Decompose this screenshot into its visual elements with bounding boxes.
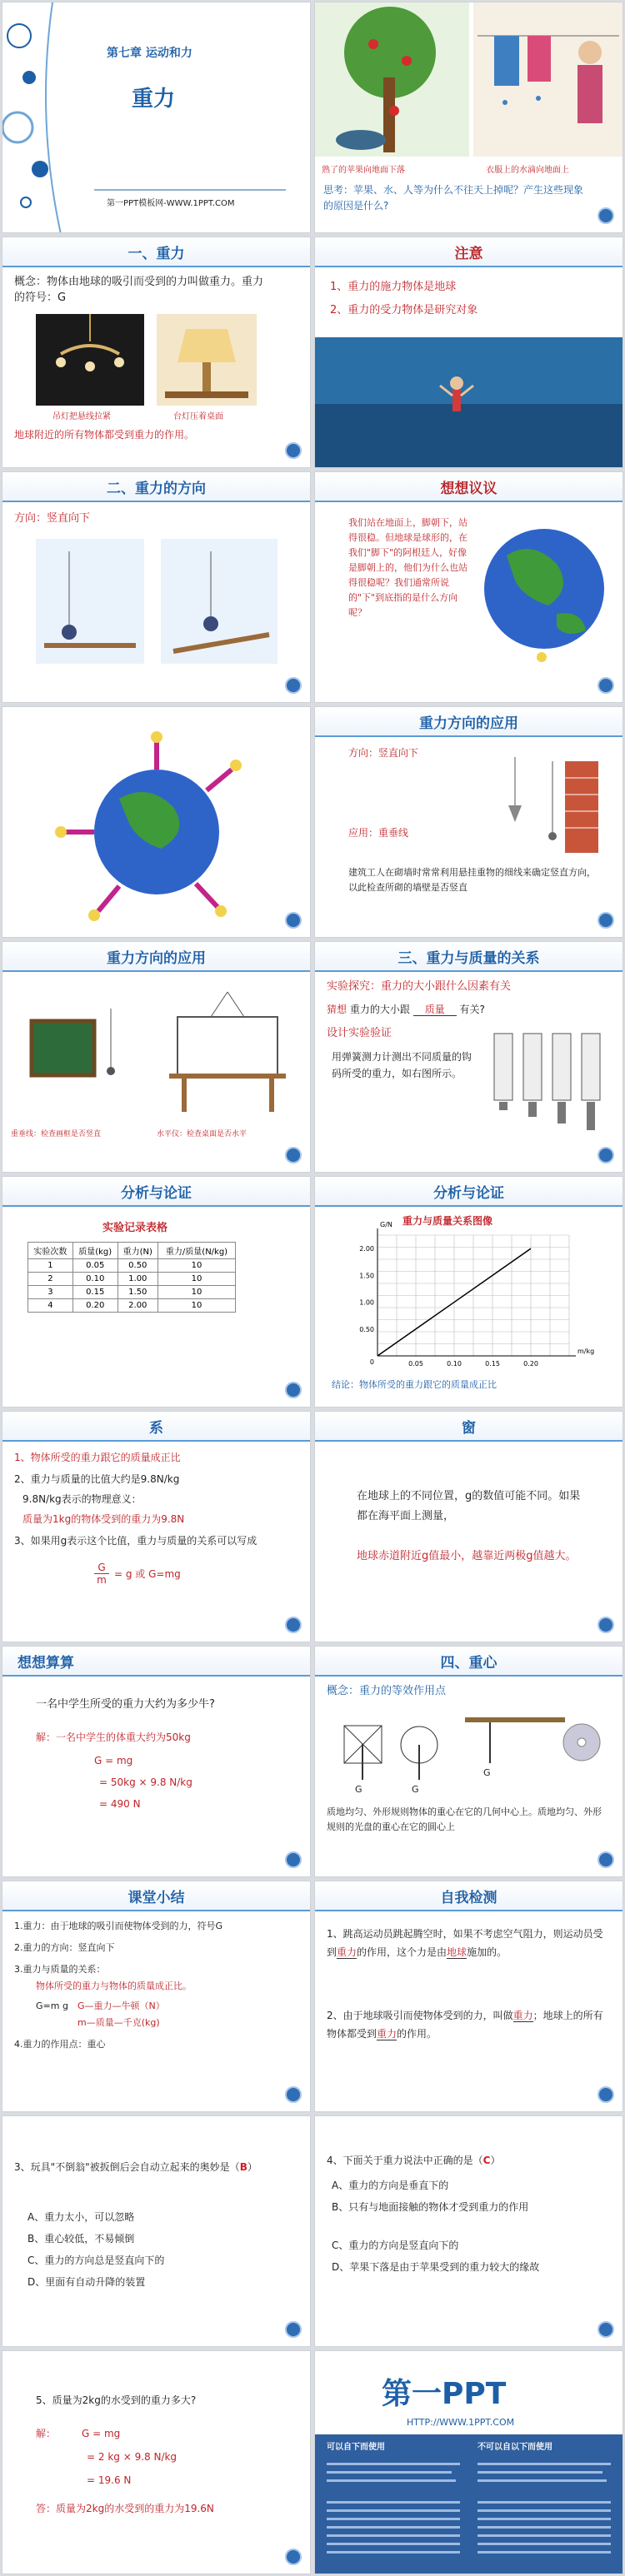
slide-earth-people bbox=[2, 706, 311, 938]
q2-text: 2、由于地球吸引而使物体受到的力，叫做 bbox=[327, 2010, 513, 2021]
apple-caption: 熟了的苹果向地面下落 bbox=[322, 166, 405, 175]
experiment-label: 实验探究： bbox=[327, 980, 382, 993]
y-tick-label: 1.00 bbox=[359, 1298, 374, 1307]
summary-unit-g: G—重力—牛顿（N） bbox=[78, 2001, 165, 2011]
summary-3: 3.重力与质量的关系： bbox=[14, 1964, 106, 1975]
check-question-2 bbox=[327, 2006, 610, 2043]
direction-text: 方向：竖直向下 bbox=[348, 747, 419, 759]
slide-self-check bbox=[314, 1881, 623, 2112]
calc-answer-1: 解：一名中学生的体重大约为50kg bbox=[36, 1731, 191, 1743]
table-cell: 0.10 bbox=[72, 1273, 118, 1286]
design-heading: 设计实验验证 bbox=[327, 1027, 392, 1039]
slide-dot bbox=[285, 912, 302, 929]
table-cell: 0.05 bbox=[72, 1259, 118, 1273]
calc-question: 一名中学生所受的重力大约为多少牛? bbox=[36, 1698, 215, 1711]
cog-label: G bbox=[483, 1767, 491, 1778]
application-text: 应用：重垂线 bbox=[348, 827, 409, 839]
conclusion-text: 结论：物体所受的重力跟它的质量成正比 bbox=[332, 1379, 497, 1390]
relation-3: 3、如果用g表示这个比值，重力与质量的关系可以写成 bbox=[14, 1535, 258, 1547]
y-tick-label: 0.50 bbox=[359, 1325, 374, 1333]
forbidden-title: 不可以自以下而使用 bbox=[478, 2443, 552, 2452]
table-row bbox=[28, 1286, 236, 1299]
q4-option-b: B、只有与地面接触的物体才受到重力的作用 bbox=[332, 2201, 529, 2213]
slide-dot bbox=[598, 1617, 614, 1633]
relation-meaning-value: 质量为1kg的物体受到的重力为9.8N bbox=[22, 1513, 185, 1525]
slide-brand bbox=[314, 2350, 623, 2574]
slide-dot bbox=[598, 912, 614, 929]
slide-dot bbox=[598, 207, 614, 224]
spring-scales-icon bbox=[315, 942, 623, 1173]
formula-fraction bbox=[94, 1562, 109, 1586]
construction-body: 建筑工人在砌墙时常常利用悬挂重物的细线来确定竖直方向，以此检查所砌的墙壁是否竖直 bbox=[348, 867, 596, 893]
summary-formula: G=m g bbox=[36, 2001, 68, 2011]
q2-text: 的作用。 bbox=[397, 2028, 438, 2040]
slide-window bbox=[314, 1411, 623, 1642]
q1-answer: 地球 bbox=[447, 1946, 468, 1958]
table-title: 实验记录表格 bbox=[102, 1222, 168, 1234]
q1-text: 1、跳高运动员跳起腾空时，如果不考虑空气阻力，则运动员受到 bbox=[327, 1928, 603, 1958]
table-cell: 10 bbox=[158, 1286, 236, 1299]
slide-dot bbox=[598, 677, 614, 694]
allowed-title: 可以自下而使用 bbox=[327, 2443, 385, 2452]
slide-header: 注意 bbox=[315, 237, 622, 267]
relation-1: 1、物体所受的重力跟它的质量成正比 bbox=[14, 1452, 181, 1463]
q5-answer-3: = 19.6 N bbox=[87, 2474, 132, 2486]
slide-header: 二、重力的方向 bbox=[2, 472, 310, 502]
q3-option-d: D、里面有自动升降的装置 bbox=[28, 2276, 146, 2288]
table-cell: 1 bbox=[28, 1259, 73, 1273]
slide-header: 三、重力与质量的关系 bbox=[315, 942, 622, 972]
summary-2: 2.重力的方向： bbox=[14, 1942, 78, 1953]
q3-answer: B bbox=[239, 2161, 248, 2173]
cog-label: G bbox=[412, 1784, 419, 1795]
slide-header: 系 bbox=[2, 1412, 310, 1442]
slide-relation bbox=[2, 1411, 311, 1642]
y-tick-label: 2.00 bbox=[359, 1245, 374, 1253]
q1-text: 的作用，这个力是由 bbox=[357, 1946, 448, 1958]
slide-dot bbox=[285, 1147, 302, 1163]
q5-question: 5、质量为2kg的水受到的重力多大? bbox=[36, 2394, 197, 2406]
summary-2-value: 竖直向下 bbox=[78, 1942, 115, 1953]
chapter-label: 第七章 运动和力 bbox=[107, 47, 192, 60]
q4-stem: 4、下面关于重力说法中正确的是（ bbox=[327, 2155, 483, 2166]
slide-dot bbox=[285, 677, 302, 694]
q1-answer: 重力 bbox=[337, 1946, 358, 1958]
q4-option-d: D、苹果下落是由于苹果受到的重力较大的缘故 bbox=[332, 2261, 540, 2273]
table-row bbox=[28, 1273, 236, 1286]
slide-header: 想想算算 bbox=[2, 1647, 310, 1677]
slide-header: 窗 bbox=[315, 1412, 622, 1442]
slide-header: 想想议议 bbox=[315, 472, 622, 502]
direction-text: 方向：竖直向下 bbox=[14, 512, 91, 525]
q4-stem-end: ） bbox=[490, 2155, 501, 2166]
q3-stem-end: ） bbox=[247, 2161, 258, 2173]
table-cell: 1.50 bbox=[118, 1286, 158, 1299]
note-2: 2、重力的受力物体是研究对象 bbox=[330, 304, 478, 316]
all-objects-note: 地球附近的所有物体都受到重力的作用。 bbox=[14, 429, 195, 441]
table-cell: 10 bbox=[158, 1299, 236, 1313]
slide-dot bbox=[598, 2086, 614, 2103]
note-1: 1、重力的施力物体是地球 bbox=[330, 281, 457, 293]
guess-label: 猜想 bbox=[327, 1004, 348, 1015]
slide-dot bbox=[285, 2549, 302, 2565]
table-row bbox=[28, 1299, 236, 1313]
fraction-denominator: m bbox=[94, 1573, 109, 1586]
table-header: 重力/质量(N/kg) bbox=[158, 1243, 236, 1259]
earth-globe-icon bbox=[315, 472, 623, 703]
slide-direction-app-2 bbox=[2, 941, 311, 1173]
summary-1: 1.重力：由于地球的吸引而使物体受到的力，符号G bbox=[14, 1921, 223, 1931]
brand-footer bbox=[315, 2434, 623, 2574]
relation-meaning: 9.8N/kg表示的物理意义： bbox=[22, 1493, 142, 1505]
summary-3-value: 物体所受的重力与物体的质量成正比。 bbox=[36, 1981, 192, 1991]
table-cell: 10 bbox=[158, 1259, 236, 1273]
slide-center-of-gravity bbox=[314, 1646, 623, 1877]
formula-rest: = g 或 G=mg bbox=[114, 1568, 181, 1580]
gravity-concept: 概念：物体由地球的吸引而受到的力叫做重力。重力的符号：G bbox=[14, 276, 264, 304]
center-of-gravity-shapes bbox=[315, 1647, 623, 1877]
slide-header: 分析与论证 bbox=[2, 1177, 310, 1207]
slide-analysis-table bbox=[2, 1176, 311, 1408]
slide-question-5 bbox=[2, 2350, 311, 2574]
slide-title-text: 重力 bbox=[132, 87, 176, 112]
q2-answer: 重力 bbox=[377, 2028, 398, 2040]
x-axis-label: m/kg bbox=[578, 1348, 595, 1355]
earth-people-icon bbox=[2, 707, 311, 938]
q4-option-a: A、重力的方向是垂直下的 bbox=[332, 2180, 449, 2191]
brand-logo: 第一PPT bbox=[382, 2377, 507, 2411]
slide-dot bbox=[598, 1851, 614, 1868]
window-body-1: 在地球上的不同位置，g的数值可能不同。如果都在海平面上测量， bbox=[357, 1490, 581, 1522]
slide-note bbox=[314, 237, 623, 468]
x-tick-label: 0.05 bbox=[408, 1360, 423, 1368]
q3-option-a: A、重力太小，可以忽略 bbox=[28, 2211, 135, 2223]
experiment-question: 重力的大小跟什么因素有关 bbox=[381, 980, 512, 993]
record-table bbox=[28, 1242, 236, 1313]
table-cell: 0.15 bbox=[72, 1286, 118, 1299]
table-cell: 4 bbox=[28, 1299, 73, 1313]
slide-direction-app bbox=[314, 706, 623, 938]
origin-label: 0 bbox=[369, 1358, 374, 1366]
slide-dot bbox=[285, 442, 302, 459]
footer-link-grid bbox=[315, 2434, 623, 2574]
brand-url[interactable]: HTTP://WWW.1PPT.COM bbox=[407, 2417, 515, 2428]
slide-title bbox=[2, 2, 311, 233]
slide-gravity-direction bbox=[2, 471, 311, 703]
slide-header: 分析与论证 bbox=[315, 1177, 622, 1207]
slide-gravity-mass bbox=[314, 941, 623, 1173]
calc-answer-4: = 490 N bbox=[99, 1798, 141, 1810]
table-cell: 3 bbox=[28, 1286, 73, 1299]
slide-question-4 bbox=[314, 2115, 623, 2347]
skydiver-photo bbox=[315, 237, 623, 468]
chandelier-caption: 吊灯把悬线拉紧 bbox=[52, 412, 111, 421]
fraction-numerator: G bbox=[98, 1562, 106, 1573]
drops-caption: 衣服上的水滴向地面上 bbox=[486, 166, 569, 175]
table-cell: 2.00 bbox=[118, 1299, 158, 1313]
q3-option-c: C、重力的方向总是竖直向下的 bbox=[28, 2255, 165, 2266]
table-header: 实验次数 bbox=[28, 1243, 73, 1259]
slide-header: 四、重心 bbox=[315, 1647, 622, 1677]
plumb-line-wall bbox=[315, 707, 623, 938]
slide-dot bbox=[285, 1851, 302, 1868]
design-body: 用弹簧测力计测出不同质量的钩码所受的重力，如右图所示。 bbox=[332, 1051, 472, 1079]
check-question-1 bbox=[327, 1925, 610, 1961]
y-axis-label: G/N bbox=[380, 1221, 392, 1228]
summary-4: 4.重力的作用点： bbox=[14, 2039, 88, 2050]
footer-site: 第一PPT模板网-WWW.1PPT.COM bbox=[107, 199, 235, 208]
slide-header: 自我检测 bbox=[315, 1881, 622, 1911]
think-body: 我们站在地面上，脚朝下，站得很稳。但地球是球形的，在我们"脚下"的阿根廷人，好像是脚朝上的，他们为什么也站得很稳呢？我们通常所说的"下"到底指的是什么方向呢？ bbox=[348, 517, 468, 618]
slide-think bbox=[314, 471, 623, 703]
slide-dot bbox=[285, 2321, 302, 2338]
table-cell: 10 bbox=[158, 1273, 236, 1286]
relation-2: 2、重力与质量的比值大约是9.8N/kg bbox=[14, 1473, 180, 1485]
q3-stem: 3、玩具"不倒翁"被扳倒后会自动立起来的奥妙是（ bbox=[14, 2161, 240, 2173]
graph-title: 重力与质量关系图像 bbox=[402, 1215, 493, 1227]
x-tick-label: 0.20 bbox=[523, 1360, 538, 1368]
slide-summary bbox=[2, 1881, 311, 2112]
slide-header: 课堂小结 bbox=[2, 1881, 310, 1911]
y-tick-label: 1.50 bbox=[359, 1272, 374, 1280]
q5-answer-label: 解： bbox=[36, 2428, 57, 2439]
desklamp-caption: 台灯压着桌面 bbox=[173, 412, 223, 421]
apple-question: 思考：苹果、水、人等为什么不往天上掉呢？产生这些现象的原因是什么? bbox=[323, 184, 584, 212]
plumb-demo-pictures bbox=[2, 472, 311, 703]
q4-answer: C bbox=[482, 2155, 491, 2166]
slide-dot bbox=[285, 1382, 302, 1398]
x-tick-label: 0.10 bbox=[447, 1360, 462, 1368]
q3-option-b: B、重心较低，不易倾倒 bbox=[28, 2233, 135, 2245]
table-cell: 1.00 bbox=[118, 1273, 158, 1286]
slide-apple bbox=[314, 2, 623, 233]
level-caption: 水平仪：检查桌面是否水平 bbox=[157, 1130, 248, 1139]
cog-body: 质地均匀、外形规则物体的重心在它的几何中心上。质地均匀、外形规则的光盘的重心在它的圆心上 bbox=[327, 1806, 602, 1832]
q5-final: 答：质量为2kg的水受到的重力为19.6N bbox=[36, 2503, 214, 2514]
cog-concept: 概念：重力的等效作用点 bbox=[327, 1685, 447, 1697]
table-header: 质量(kg) bbox=[72, 1243, 118, 1259]
slide-gravity-concept bbox=[2, 237, 311, 468]
slide-header: 重力方向的应用 bbox=[2, 942, 310, 972]
summary-4-value: 重心 bbox=[87, 2039, 106, 2050]
q3-text bbox=[14, 2158, 298, 2176]
guess-end: 有关? bbox=[459, 1004, 485, 1015]
slide-dot bbox=[598, 2321, 614, 2338]
slide-header: 重力方向的应用 bbox=[315, 707, 622, 737]
q4-option-c: C、重力的方向是竖直向下的 bbox=[332, 2240, 459, 2251]
slide-calculate bbox=[2, 1646, 311, 1877]
guess-text: 重力的大小跟 bbox=[349, 1004, 410, 1015]
guess-blank: 质量 bbox=[413, 1004, 457, 1016]
table-cell: 0.50 bbox=[118, 1259, 158, 1273]
summary-unit-m: m—质量—千克(kg) bbox=[78, 2017, 160, 2028]
table-row bbox=[28, 1259, 236, 1273]
slide-dot bbox=[285, 1617, 302, 1633]
cog-label: G bbox=[355, 1784, 362, 1795]
calc-answer-2: G = mg bbox=[94, 1755, 133, 1766]
slide-dot bbox=[598, 1147, 614, 1163]
q2-answer: 重力 bbox=[512, 2010, 533, 2021]
slide-dot bbox=[285, 2086, 302, 2103]
window-body-2: 地球赤道附近g值最小，越靠近两极g值越大。 bbox=[357, 1550, 577, 1562]
x-tick-label: 0.15 bbox=[485, 1360, 500, 1368]
table-header: 重力(N) bbox=[118, 1243, 158, 1259]
q5-answer-1: G = mg bbox=[82, 2428, 121, 2439]
slide-header: 一、重力 bbox=[2, 237, 310, 267]
gravity-mass-chart bbox=[315, 1177, 623, 1408]
calc-answer-3: = 50kg × 9.8 N/kg bbox=[99, 1776, 192, 1788]
slide-analysis-graph bbox=[314, 1176, 623, 1408]
q1-text: 施加的。 bbox=[467, 1946, 508, 1958]
table-cell: 2 bbox=[28, 1273, 73, 1286]
q4-text bbox=[327, 2153, 610, 2169]
table-cell: 0.20 bbox=[72, 1299, 118, 1313]
q5-answer-2: = 2 kg × 9.8 N/kg bbox=[87, 2451, 178, 2463]
frame-caption: 重垂线：检查画框是否竖直 bbox=[11, 1130, 102, 1139]
slide-question-3 bbox=[2, 2115, 311, 2347]
q2-text: ；地球上的所有物体都受到 bbox=[327, 2010, 603, 2040]
